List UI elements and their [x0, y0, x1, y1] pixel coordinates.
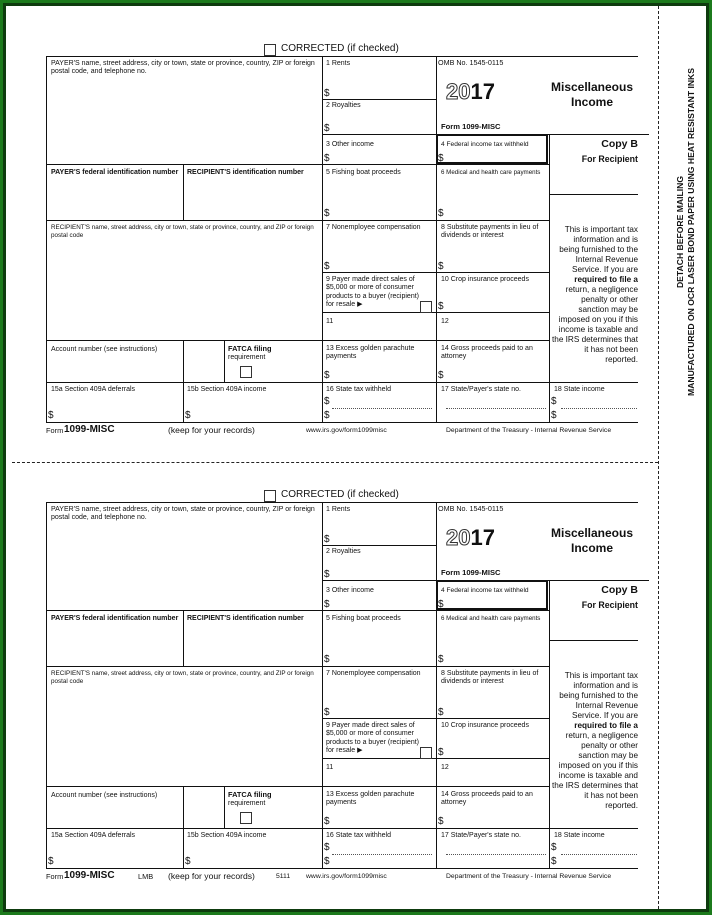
payer-name-label: PAYER'S name, street address, city or town, state or province, country, ZIP or foreign postal code, and telephone no.	[51, 60, 315, 76]
box9-checkbox[interactable]	[420, 747, 432, 759]
box13-label: 13 Excess golden parachute payments	[326, 791, 415, 807]
footer-department: Department of the Treasury - Internal Revenue Service	[446, 873, 612, 880]
notice-top-line	[549, 640, 638, 641]
box5-dollar: $	[324, 208, 330, 219]
footer-lmb: LMB	[138, 872, 154, 881]
box18-label: 18 State income	[554, 386, 605, 393]
for-recipient-label: For Recipient	[581, 600, 638, 610]
box1-label: 1 Rents	[326, 60, 351, 67]
tax-year	[446, 526, 536, 550]
box3-label: 3 Other income	[326, 141, 374, 148]
paper-sheet	[6, 6, 706, 909]
state-row-separator	[332, 854, 432, 855]
box7-label: 7 Nonemployee compensation	[326, 670, 421, 677]
fatca-requirement-label: requirement	[228, 354, 266, 361]
row-box1	[322, 545, 436, 546]
bottom-border	[46, 422, 638, 423]
notice-text-1: This is important tax information and is being furnished to the Internal Revenue Service. If you are	[559, 225, 638, 274]
state-row-separator	[332, 408, 432, 409]
box15b-dollar: $	[185, 410, 191, 421]
box3-label: 3 Other income	[326, 587, 374, 594]
box2-dollar: $	[324, 123, 330, 134]
box2-label: 2 Royalties	[326, 102, 361, 109]
row-box910	[322, 312, 549, 313]
row-box56	[322, 666, 549, 667]
box12-label: 12	[441, 318, 449, 325]
footer-form-number: 1099-MISC	[64, 870, 115, 881]
box17-label: 17 State/Payer's state no.	[441, 386, 521, 393]
box18-dollar-2: $	[551, 856, 557, 867]
notice-top-line	[549, 194, 638, 195]
box11-label: 11	[326, 318, 334, 325]
box13-dollar: $	[324, 370, 330, 381]
state-row-separator	[446, 408, 546, 409]
box8-dollar: $	[438, 261, 444, 272]
box18-dollar-1: $	[551, 396, 557, 407]
payer-name-label: PAYER'S name, street address, city or town, state or province, country, ZIP or foreign postal code, and telephone no.	[51, 506, 315, 522]
notice-bottom-line	[549, 828, 638, 829]
box15b-dollar: $	[185, 856, 191, 867]
tax-year	[446, 80, 536, 104]
box2-dollar: $	[324, 569, 330, 580]
box1-label: 1 Rents	[326, 506, 351, 513]
footer-form-word: Form	[46, 426, 64, 435]
col-divider-3	[549, 580, 550, 868]
fatca-divider	[224, 786, 225, 828]
tax-year-suffix: 17	[470, 79, 495, 104]
footer-form-number: 1099-MISC	[64, 424, 115, 435]
box10-dollar: $	[438, 747, 444, 758]
box4-dollar: $	[438, 153, 444, 164]
for-recipient-label: For Recipient	[581, 154, 638, 164]
tax-year-suffix: 17	[470, 525, 495, 550]
form-title: Miscellaneous Income	[550, 80, 634, 109]
form-label: Form 1099-MISC	[441, 568, 501, 577]
corrected-label: CORRECTED (if checked)	[281, 489, 399, 500]
box15a-dollar: $	[48, 410, 54, 421]
tin-divider	[183, 164, 184, 220]
box9-label: 9 Payer made direct sales of $5,000 or more of consumer products to a buyer (recipient) for resale ▶	[326, 276, 419, 309]
state-row-separator	[446, 854, 546, 855]
box2-label: 2 Royalties	[326, 548, 361, 555]
row-line-a	[46, 610, 322, 611]
box15a-dollar: $	[48, 856, 54, 867]
box6-dollar: $	[438, 654, 444, 665]
payer-tin-label: PAYER'S federal identification number	[51, 169, 179, 176]
col-divider-2	[436, 502, 437, 868]
row-box1	[322, 99, 436, 100]
box9-label: 9 Payer made direct sales of $5,000 or more of consumer products to a buyer (recipient) for resale ▶	[326, 722, 419, 755]
col-divider-3	[549, 134, 550, 422]
box13-dollar: $	[324, 816, 330, 827]
fatca-label: FATCA filing	[228, 344, 272, 353]
notice-bottom-line	[549, 382, 638, 383]
row-line-c	[46, 786, 322, 787]
row-box78	[322, 272, 549, 273]
box4-label: 4 Federal income tax withheld	[441, 587, 529, 594]
row-box910	[322, 758, 549, 759]
box16-label: 16 State tax withheld	[326, 386, 391, 393]
box16-dollar-1: $	[324, 396, 330, 407]
box3-dollar: $	[324, 153, 330, 164]
box1-dollar: $	[324, 534, 330, 545]
box7-label: 7 Nonemployee compensation	[326, 224, 421, 231]
box7-dollar: $	[324, 261, 330, 272]
box17-label: 17 State/Payer's state no.	[441, 832, 521, 839]
left-border	[46, 502, 47, 868]
footer-code: 5111	[276, 873, 291, 880]
copy-label: Copy B	[601, 138, 638, 150]
notice-text-2: return, a negligence penalty or other sanction may be imposed on you if this income is taxable and the IRS determines that it has not been reported.	[552, 731, 639, 810]
box10-label: 10 Crop insurance proceeds	[441, 276, 529, 283]
state-row-separator	[561, 408, 637, 409]
box15b-label: 15b Section 409A income	[187, 386, 267, 393]
fatca-label: FATCA filing	[228, 790, 272, 799]
left-border	[46, 56, 47, 422]
top-border	[46, 56, 638, 57]
row-line-a	[46, 164, 322, 165]
box8-dollar: $	[438, 707, 444, 718]
box7-dollar: $	[324, 707, 330, 718]
row-box56	[322, 220, 549, 221]
box13-label: 13 Excess golden parachute payments	[326, 345, 415, 361]
box16-label: 16 State tax withheld	[326, 832, 391, 839]
account-label: Account number (see instructions)	[51, 792, 158, 799]
box8-label: 8 Substitute payments in lieu of dividends or interest	[441, 670, 539, 686]
manufactured-text: MANUFACTURED ON OCR LASER BOND PAPER USING HEAT RESISTANT INKS	[686, 67, 696, 397]
box15a-label: 15a Section 409A deferrals	[51, 832, 136, 839]
corrected-label: CORRECTED (if checked)	[281, 43, 399, 54]
form-1099-misc-copy	[6, 34, 706, 474]
footer-department: Department of the Treasury - Internal Revenue Service	[446, 427, 612, 434]
tax-year-prefix: 20	[446, 525, 471, 550]
row-line-c	[46, 340, 322, 341]
account-label: Account number (see instructions)	[51, 346, 158, 353]
form-title: Miscellaneous Income	[550, 526, 634, 555]
detach-text: DETACH BEFORE MAILING	[675, 175, 685, 289]
box12-label: 12	[441, 764, 449, 771]
form-1099-misc-copy	[6, 480, 706, 909]
notice-text-bold: required to file a	[574, 721, 638, 730]
bottom-border	[46, 868, 638, 869]
box1-dollar: $	[324, 88, 330, 99]
corrected-checkbox[interactable]	[264, 490, 276, 502]
tin-divider	[183, 610, 184, 666]
box15b-label: 15b Section 409A income	[187, 832, 267, 839]
recipient-tin-label: RECIPIENT'S identification number	[187, 615, 304, 622]
col-divider-1	[322, 502, 323, 868]
box14-dollar: $	[438, 816, 444, 827]
fatca-requirement-label: requirement	[228, 800, 266, 807]
box18-label: 18 State income	[554, 832, 605, 839]
notice-text-bold: required to file a	[574, 275, 638, 284]
box3-dollar: $	[324, 599, 330, 610]
box14-label: 14 Gross proceeds paid to an attorney	[441, 345, 533, 361]
box16-dollar-2: $	[324, 856, 330, 867]
form-label: Form 1099-MISC	[441, 122, 501, 131]
col-divider-2	[436, 56, 437, 422]
fatca-divider	[224, 340, 225, 382]
row-line-b	[46, 666, 322, 667]
tax-year-prefix: 20	[446, 79, 471, 104]
fatca-checkbox[interactable]	[240, 812, 252, 824]
box4-dollar: $	[438, 599, 444, 610]
omb-number: OMB No. 1545-0115	[438, 58, 504, 67]
recipient-name-label: RECIPIENT'S name, street address, city or town, state or province, country, and ZIP or foreign postal code	[51, 670, 314, 686]
box14-label: 14 Gross proceeds paid to an attorney	[441, 791, 533, 807]
row-box34	[322, 164, 549, 165]
row-box1112	[322, 340, 549, 341]
row-box1112	[322, 786, 549, 787]
box6-dollar: $	[438, 208, 444, 219]
payer-tin-label: PAYER'S federal identification number	[51, 615, 179, 622]
col-divider-1	[322, 56, 323, 422]
recipient-notice	[552, 225, 638, 365]
box16-dollar-2: $	[324, 410, 330, 421]
footer-keep: (keep for your records)	[168, 425, 255, 435]
footer-form-word: Form	[46, 872, 64, 881]
box4-label: 4 Federal income tax withheld	[441, 141, 529, 148]
row-box34	[322, 610, 549, 611]
box15a-label: 15a Section 409A deferrals	[51, 386, 136, 393]
omb-number: OMB No. 1545-0115	[438, 504, 504, 513]
row-box78	[322, 718, 549, 719]
box16-dollar-1: $	[324, 842, 330, 853]
box8-label: 8 Substitute payments in lieu of dividends or interest	[441, 224, 539, 240]
row-line-b	[46, 220, 322, 221]
box11-label: 11	[326, 764, 334, 771]
box10-dollar: $	[438, 301, 444, 312]
footer-url: www.irs.gov/form1099misc	[306, 873, 387, 880]
copy-label: Copy B	[601, 584, 638, 596]
notice-text-2: return, a negligence penalty or other sanction may be imposed on you if this income is taxable and the IRS determines that it has not been reported.	[552, 285, 639, 364]
footer-keep: (keep for your records)	[168, 871, 255, 881]
recipient-tin-label: RECIPIENT'S identification number	[187, 169, 304, 176]
footer-url: www.irs.gov/form1099misc	[306, 427, 387, 434]
recipient-name-label: RECIPIENT'S name, street address, city or town, state or province, country, and ZIP or foreign postal code	[51, 224, 314, 240]
corrected-checkbox[interactable]	[264, 44, 276, 56]
state-row-separator	[561, 854, 637, 855]
box5-dollar: $	[324, 654, 330, 665]
box18-dollar-1: $	[551, 842, 557, 853]
box18-dollar-2: $	[551, 410, 557, 421]
notice-text-1: This is important tax information and is being furnished to the Internal Revenue Service. If you are	[559, 671, 638, 720]
top-border	[46, 502, 638, 503]
box5-label: 5 Fishing boat proceeds	[326, 169, 401, 176]
recipient-notice	[552, 671, 638, 811]
box9-checkbox[interactable]	[420, 301, 432, 313]
box6-label: 6 Medical and health care payments	[441, 169, 541, 176]
box5-label: 5 Fishing boat proceeds	[326, 615, 401, 622]
box14-dollar: $	[438, 370, 444, 381]
fatca-checkbox[interactable]	[240, 366, 252, 378]
box10-label: 10 Crop insurance proceeds	[441, 722, 529, 729]
box6-label: 6 Medical and health care payments	[441, 615, 541, 622]
